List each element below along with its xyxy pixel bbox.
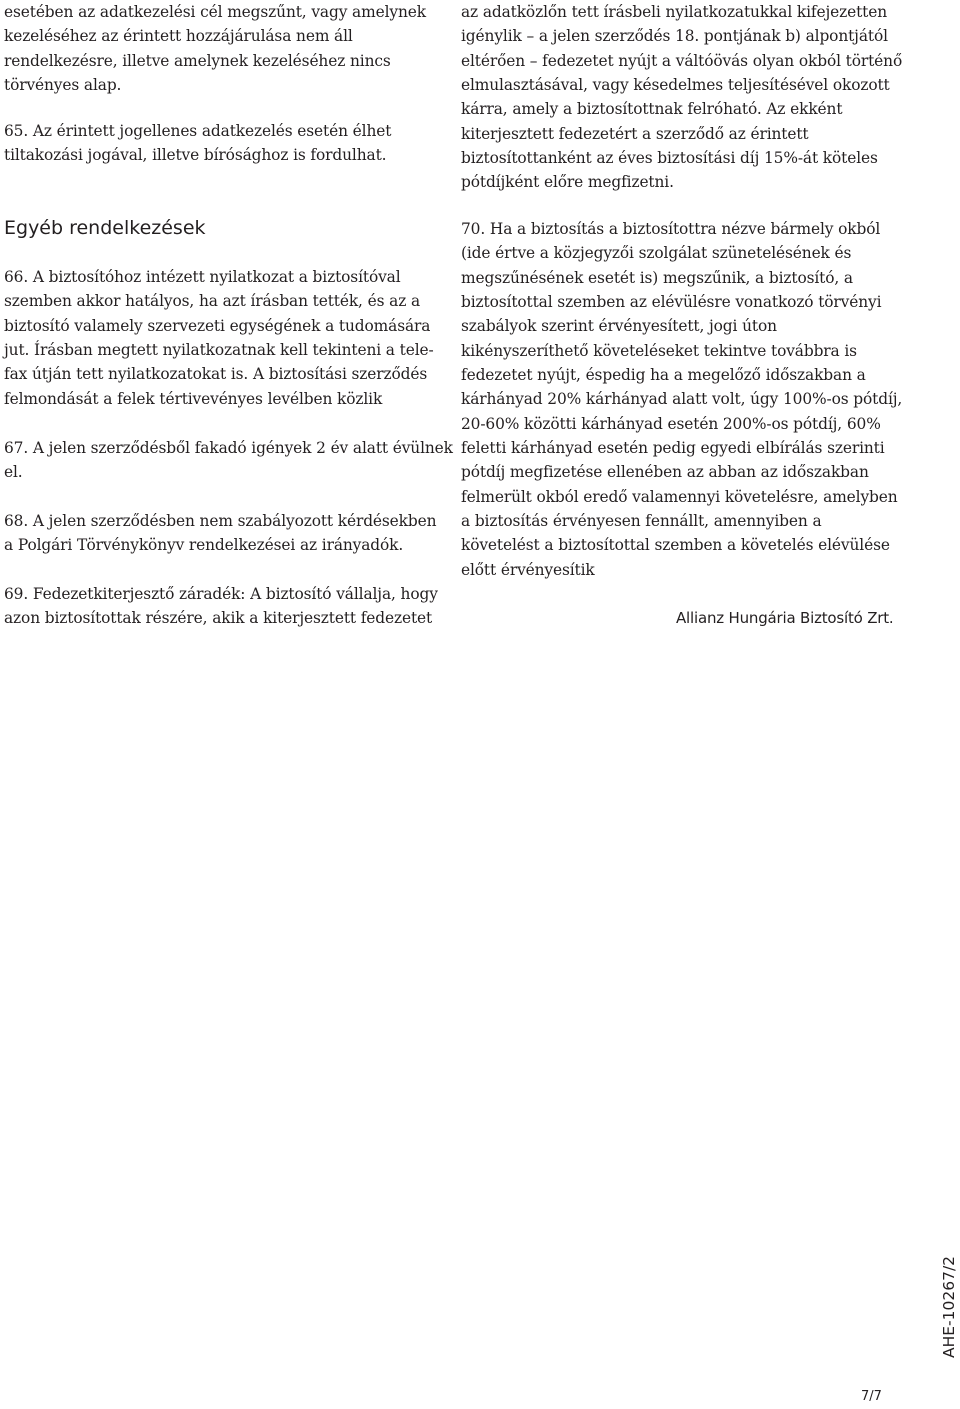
text-line: felmerült okból eredő valamennyi követelésre, amelyben: [461, 487, 898, 506]
text-line: törvényes alap.: [4, 76, 122, 95]
text-line: előtt érvényesítik: [461, 560, 595, 579]
text-line: szabályok szerint érvényesített, jogi úton: [461, 317, 777, 336]
text-line: fax útján tett nyilatkozatokat is. A biztosítási szerződés: [4, 365, 428, 384]
text-line: esetében az adatkezelési cél megszűnt, vagy amelynek: [4, 3, 426, 21]
paragraph-68: [4, 509, 436, 558]
text-line: kezeléséhez az érintett hozzájárulása nem áll: [4, 27, 353, 46]
document-code: AHE-10267/2: [940, 1255, 958, 1358]
text-line: 20-60% közötti kárhányad esetén 200%-os pótdíj, 60%: [461, 414, 881, 433]
text-line: eltérően – fedezetet nyújt a váltóövás olyan okból történő: [461, 51, 903, 70]
text-line: biztosító valamely szervezeti egységének a tudomására: [4, 316, 431, 335]
paragraph-67: [4, 436, 453, 485]
page-number: 7/7: [861, 1389, 882, 1404]
text-line: pótdíj megfizetése ellenében az abban az időszakban: [461, 463, 869, 482]
text-line: az adatközlőn tett írásbeli nyilatkozatukkal kifejezetten: [461, 3, 887, 21]
paragraph-text: [4, 0, 426, 97]
text-line: kárra, amely a biztosítottnak felróható. Az ekként: [461, 100, 843, 119]
text-line: feletti kárhányad esetén pedig egyedi elbírálás szerinti: [461, 439, 885, 458]
text-line: biztosítottal szemben az elévülésre vonatkozó törvényi: [461, 293, 882, 312]
text-line: szemben akkor hatályos, ha azt írásban tették, és az a: [4, 292, 421, 311]
text-line: (ide értve a közjegyzői szolgálat szünetelésének és: [461, 244, 852, 263]
text-line: 70. Ha a biztosítás a biztosítottra nézve bármely okból: [461, 220, 881, 238]
paragraph-text: [4, 119, 391, 168]
text-line: 69. Fedezetkiterjesztő záradék: A biztosító vállalja, hogy: [4, 585, 438, 603]
paragraph-66: [4, 265, 434, 411]
paragraph-text: [4, 509, 436, 558]
paragraph-text: [461, 0, 902, 195]
text-line: felmondását a felek tértivevényes levélben közlik: [4, 389, 383, 408]
text-line: el.: [4, 463, 23, 482]
paragraph-text: [4, 582, 438, 631]
text-line: 66. A biztosítóhoz intézett nyilatkozat a biztosítóval: [4, 268, 401, 286]
text-line: kiterjesztett fedezetért a szerződő az érintett: [461, 124, 809, 143]
paragraph-text: [461, 217, 902, 582]
text-line: biztosítottanként az éves biztosítási díj 15%-át köteles: [461, 149, 878, 168]
text-line: a Polgári Törvénykönyv rendelkezései az irányadók.: [4, 536, 404, 555]
company-signature: Allianz Hungária Biztosító Zrt.: [676, 609, 894, 627]
text-line: azon biztosítottak részére, akik a kiterjesztett fedezetet: [4, 609, 433, 628]
paragraph-69-continued: [461, 0, 902, 195]
paragraph-69: [4, 582, 438, 631]
paragraph-text: [4, 436, 453, 485]
paragraph-70: [461, 217, 902, 582]
section-heading: Egyéb rendelkezések: [4, 217, 206, 239]
text-line: igénylik – a jelen szerződés 18. pontjának b) alpontjától: [461, 27, 888, 46]
text-line: 65. Az érintett jogellenes adatkezelés esetén élhet: [4, 122, 392, 140]
text-line: elmulasztásával, vagy késedelmes teljesítésével okozott: [461, 76, 890, 95]
text-line: 68. A jelen szerződésben nem szabályozott kérdésekben: [4, 512, 437, 530]
text-line: rendelkezésre, illetve amelynek kezeléséhez nincs: [4, 51, 391, 70]
text-line: a biztosítás érvényesen fennállt, amennyiben a: [461, 512, 822, 531]
paragraph-65: [4, 119, 391, 168]
text-line: pótdíjként előre megfizetni.: [461, 173, 674, 192]
text-line: fedezetet nyújt, éspedig ha a megelőző időszakban a: [461, 366, 866, 385]
text-line: megszűnésének esetét is) megszűnik, a biztosító, a: [461, 268, 853, 287]
text-line: jut. Írásban megtett nyilatkozatnak kell tekinteni a tele-: [4, 341, 434, 360]
text-line: tiltakozási jogával, illetve bírósághoz is fordulhat.: [4, 146, 387, 165]
text-line: kárhányad 20% kárhányad alatt volt, úgy 100%-os pótdíj,: [461, 390, 903, 409]
text-line: kikényszeríthető követeléseket tekintve továbbra is: [461, 341, 857, 360]
paragraph-text: [4, 265, 434, 411]
text-line: követelést a biztosítottal szemben a követelés elévülése: [461, 536, 890, 555]
text-line: 67. A jelen szerződésből fakadó igények 2 év alatt évülnek: [4, 439, 453, 457]
intro-paragraph: [4, 0, 426, 97]
